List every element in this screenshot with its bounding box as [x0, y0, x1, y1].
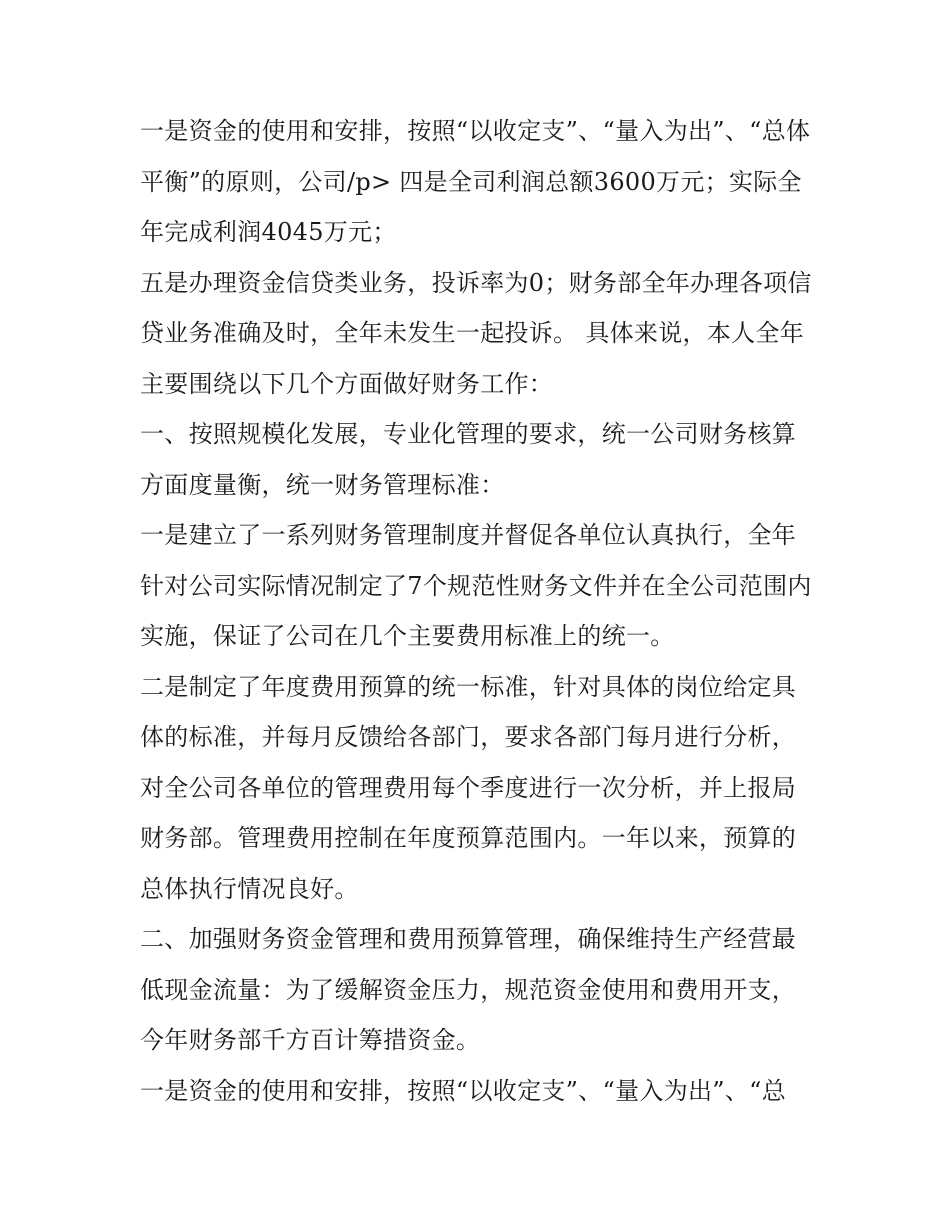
document-page: [140, 106, 812, 1116]
paragraph: 一、按照规模化发展，专业化管理的要求，统一公司财务核算方面度量衡，统一财务管理标准：: [140, 420, 797, 499]
paragraph: 二是制定了年度费用预算的统一标准，针对具体的岗位给定具体的标准，并每月反馈给各部门，要求各部门每月进行分析，对全公司各单位的管理费用每个季度进行一次分析，并上报局财务部。管理费用控制在年度预算范围内。一年以来，预算的总体执行情况良好。: [140, 672, 797, 903]
paragraph: 一是资金的使用和安排，按照“以收定支”、“量入为出”、“总: [140, 1076, 787, 1105]
paragraph: 一是资金的使用和安排，按照“以收定支”、“量入为出”、“总体平衡”的原则，公司/p> 四是全司利润总额3600万元；实际全年完成利润4045万元；: [140, 117, 811, 246]
paragraph: 五是办理资金信贷类业务，投诉率为0；财务部全年办理各项信贷业务准确及时，全年未发生一起投诉。 具体来说，本人全年主要围绕以下几个方面做好财务工作：: [140, 268, 812, 398]
paragraph: 二、加强财务资金管理和费用预算管理，确保维持生产经营最低现金流量：为了缓解资金压力，规范资金使用和费用开支，今年财务部千方百计筹措资金。: [140, 925, 797, 1054]
paragraph: 一是建立了一系列财务管理制度并督促各单位认真执行，全年针对公司实际情况制定了7个规范性财务文件并在全公司范围内实施，保证了公司在几个主要费用标准上的统一。: [140, 521, 812, 650]
